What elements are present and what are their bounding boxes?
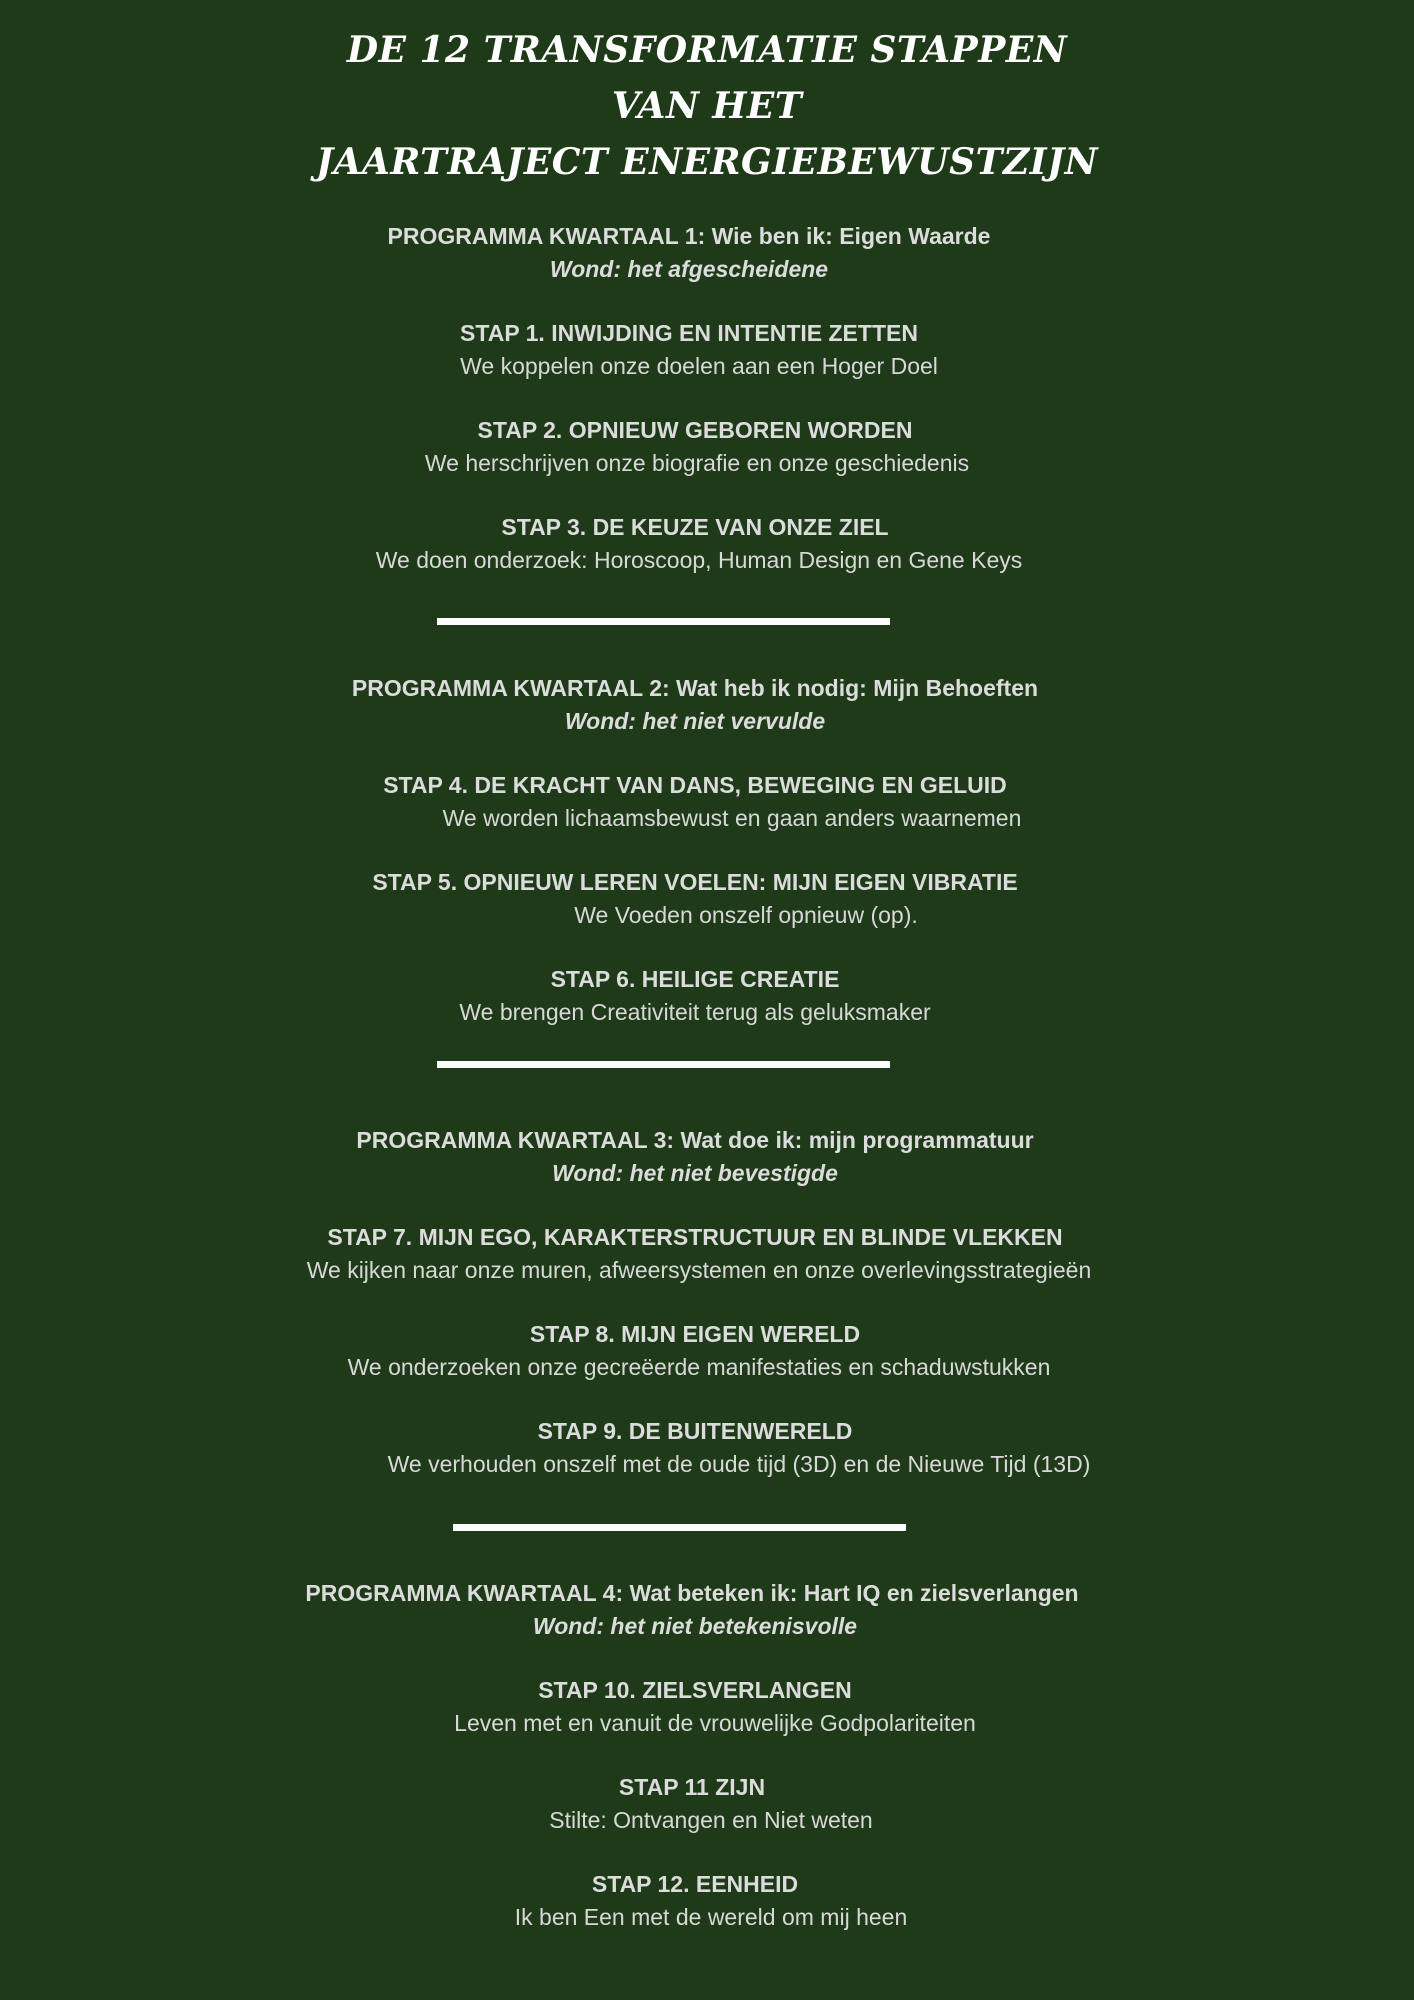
step-10-desc: Leven met en vanuit de vrouwelijke Godpolariteiten (454, 1710, 976, 1736)
step-4-desc: We worden lichaamsbewust en gaan anders waarnemen (442, 805, 1022, 831)
divider-1 (437, 618, 890, 625)
quarter-1-heading: PROGRAMMA KWARTAAL 1: Wie ben ik: Eigen Waarde (387, 223, 991, 249)
step-11-desc: Stilte: Ontvangen en Niet weten (549, 1807, 873, 1833)
step-6-desc: We brengen Creativiteit terug als geluksmaker (459, 999, 931, 1025)
quarter-3-wound: Wond: het niet bevestigde (552, 1160, 838, 1186)
step-7-desc: We kijken naar onze muren, afweersystemen en onze overlevingsstrategieën (306, 1257, 1092, 1283)
divider-3 (453, 1524, 906, 1531)
quarter-1-wound: Wond: het afgescheidene (549, 256, 829, 282)
step-1-desc: We koppelen onze doelen aan een Hoger Doel (460, 353, 938, 379)
quarter-2-heading: PROGRAMMA KWARTAAL 2: Wat heb ik nodig: Mijn Behoeften (351, 675, 1039, 701)
step-9-desc: We verhouden onszelf met de oude tijd (3D) en de Nieuwe Tijd (13D) (387, 1451, 1091, 1477)
step-7-title: STAP 7. MIJN EGO, KARAKTERSTRUCTUUR EN BLINDE VLEKKEN (327, 1224, 1063, 1250)
step-12-title: STAP 12. EENHEID (591, 1871, 799, 1897)
step-11-title: STAP 11 ZIJN (618, 1774, 766, 1800)
step-5-title: STAP 5. OPNIEUW LEREN VOELEN: MIJN EIGEN VIBRATIE (372, 869, 1018, 895)
quarter-2-wound: Wond: het niet vervulde (564, 708, 826, 734)
step-8-title: STAP 8. MIJN EIGEN WERELD (529, 1321, 861, 1347)
step-12-desc: Ik ben Een met de wereld om mij heen (514, 1904, 908, 1930)
quarter-4-wound: Wond: het niet betekenisvolle (532, 1613, 858, 1639)
step-9-title: STAP 9. DE BUITENWERELD (537, 1418, 853, 1444)
step-3-title: STAP 3. DE KEUZE VAN ONZE ZIEL (501, 514, 889, 540)
page-title (0, 22, 1414, 190)
title-line-3: JAARTRAJECT ENERGIEBEWUSTZIJN (315, 141, 1099, 183)
step-6-title: STAP 6. HEILIGE CREATIE (550, 966, 840, 992)
step-2-desc: We herschrijven onze biografie en onze geschiedenis (424, 450, 970, 476)
step-10-title: STAP 10. ZIELSVERLANGEN (538, 1677, 852, 1703)
step-1-title: STAP 1. INWIJDING EN INTENTIE ZETTEN (460, 320, 918, 346)
step-3-desc: We doen onderzoek: Horoscoop, Human Design en Gene Keys (375, 547, 1023, 573)
quarter-4-heading: PROGRAMMA KWARTAAL 4: Wat beteken ik: Hart IQ en zielsverlangen (305, 1580, 1079, 1606)
step-4-title: STAP 4. DE KRACHT VAN DANS, BEWEGING EN GELUID (383, 772, 1007, 798)
step-2-title: STAP 2. OPNIEUW GEBOREN WORDEN (477, 417, 913, 443)
step-5-desc: We Voeden onszelf opnieuw (op). (574, 902, 918, 928)
divider-2 (437, 1061, 890, 1068)
title-line-1: DE 12 TRANSFORMATIE STAPPEN (346, 29, 1068, 71)
title-line-2: VAN HET (611, 85, 803, 127)
step-8-desc: We onderzoeken onze gecreëerde manifestaties en schaduwstukken (347, 1354, 1051, 1380)
quarter-3-heading: PROGRAMMA KWARTAAL 3: Wat doe ik: mijn programmatuur (356, 1127, 1034, 1153)
